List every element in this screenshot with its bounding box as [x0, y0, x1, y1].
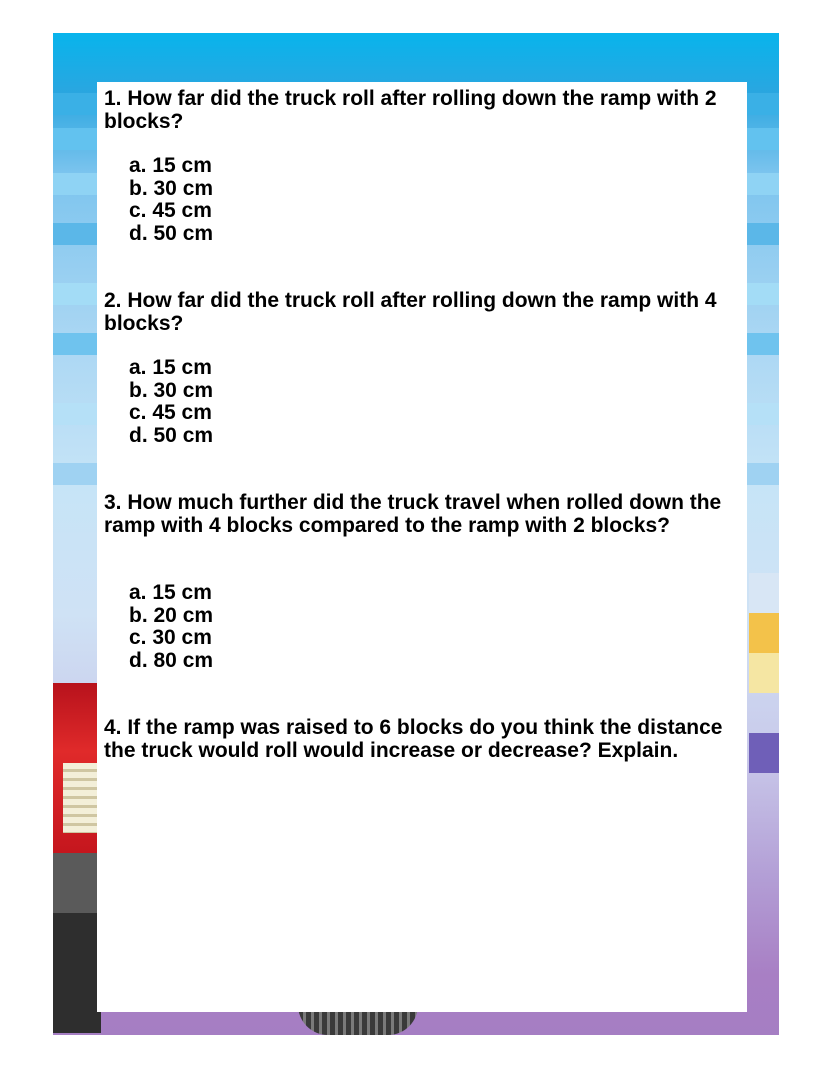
- question-1-option-c: c. 45 cm: [129, 199, 212, 223]
- truck-wheel-image: [53, 913, 101, 1033]
- question-2-options: [129, 357, 213, 448]
- question-1: 1. How far did the truck roll after rolling down the ramp with 2 blocks?: [104, 87, 717, 133]
- question-3-options: [129, 582, 213, 673]
- question-2-option-a: a. 15 cm: [129, 356, 212, 379]
- question-3: 3. How much further did the truck travel when rolled down the ramp with 4 blocks compared to the ramp with 2 blocks?: [104, 491, 722, 537]
- question-3-option-d: d. 80 cm: [129, 649, 214, 673]
- question-2: 2. How far did the truck roll after rolling down the ramp with 4 blocks?: [104, 289, 717, 335]
- question-1-option-b: b. 30 cm: [129, 176, 214, 200]
- question-3-option-a: a. 15 cm: [129, 581, 212, 604]
- question-3-option-c: c. 30 cm: [129, 626, 212, 650]
- question-2-option-b: b. 30 cm: [129, 378, 214, 402]
- question-2-option-c: c. 45 cm: [129, 401, 212, 425]
- question-4: 4. If the ramp was raised to 6 blocks do you think the distance the truck would roll would increase or decrease? Explain.: [104, 716, 723, 762]
- question-3-option-b: b. 20 cm: [129, 603, 214, 627]
- question-2-option-d: d. 50 cm: [129, 424, 214, 448]
- question-1-option-a: a. 15 cm: [129, 154, 212, 177]
- question-1-option-d: d. 50 cm: [129, 222, 214, 246]
- truck-grill-image: [63, 763, 99, 833]
- question-1-options: [129, 155, 213, 246]
